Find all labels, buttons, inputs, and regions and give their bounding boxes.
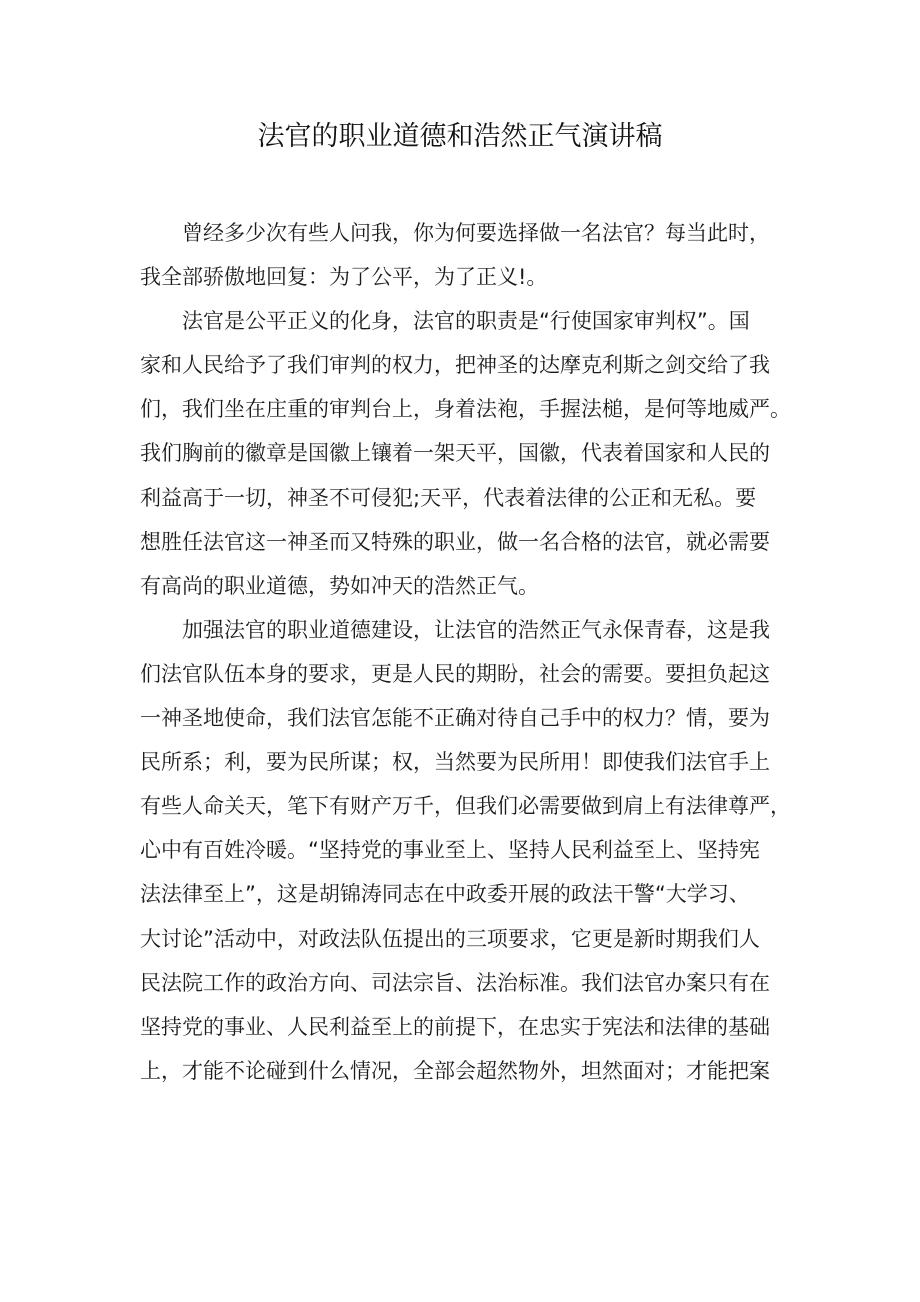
paragraph-line: 法法律至上”，这是胡锦涛同志在中政委开展的政法干警“大学习、 [140, 882, 750, 907]
paragraph-line: 们法官队伍本身的要求，更是人民的期盼，社会的需要。要担负起这 [140, 661, 770, 686]
document-body [140, 215, 791, 1097]
document-title: 法官的职业道德和浩然正气演讲稿 [257, 121, 663, 152]
paragraph-line: 想胜任法官这一神圣而又特殊的职业，做一名合格的法官，就必需要 [140, 529, 770, 554]
paragraph-line: 上，才能不论碰到什么情况，全部会超然物外，坦然面对；才能把案 [140, 1058, 770, 1083]
paragraph-line: 民所系；利，要为民所谋；权，当然要为民所用！即使我们法官手上 [140, 750, 770, 775]
paragraph-line: 心中有百姓冷暖。“坚持党的事业至上、坚持人民利益至上、坚持宪 [140, 838, 760, 863]
paragraph-line: 坚持党的事业、人民利益至上的前提下，在忠实于宪法和法律的基础 [140, 1014, 770, 1039]
paragraph-line: 们，我们坐在庄重的审判台上，身着法袍，手握法槌，是何等地威严。 [140, 397, 791, 422]
paragraph-line: 我们胸前的徽章是国徽上镶着一架天平，国徽，代表着国家和人民的 [140, 441, 770, 466]
paragraph-line: 有高尚的职业道德，势如冲天的浩然正气。 [140, 573, 539, 598]
paragraph-line: 利益高于一切，神圣不可侵犯;天平，代表着法律的公正和无私。要 [140, 485, 757, 510]
paragraph-line: 我全部骄傲地回复：为了公平，为了正义!。 [140, 265, 548, 290]
paragraph-line: 有些人命关天，笔下有财产万千，但我们必需要做到肩上有法律尊严， [140, 794, 791, 819]
paragraph-line: 一神圣地使命，我们法官怎能不正确对待自己手中的权力？情，要为 [140, 706, 770, 731]
paragraph-line: 法官是公平正义的化身，法官的职责是“行使国家审判权”。国 [182, 309, 750, 334]
paragraph-line: 曾经多少次有些人问我，你为何要选择做一名法官？每当此时， [182, 221, 770, 245]
paragraph-line: 加强法官的职业道德建设，让法官的浩然正气永保青春，这是我 [182, 617, 770, 642]
paragraph-line: 民法院工作的政治方向、司法宗旨、法治标准。我们法官办案只有在 [140, 970, 770, 995]
paragraph-line: 大讨论”活动中，对政法队伍提出的三项要求，它更是新时期我们人 [140, 926, 760, 951]
paragraph-line: 家和人民给予了我们审判的权力，把神圣的达摩克利斯之剑交给了我 [140, 353, 770, 378]
